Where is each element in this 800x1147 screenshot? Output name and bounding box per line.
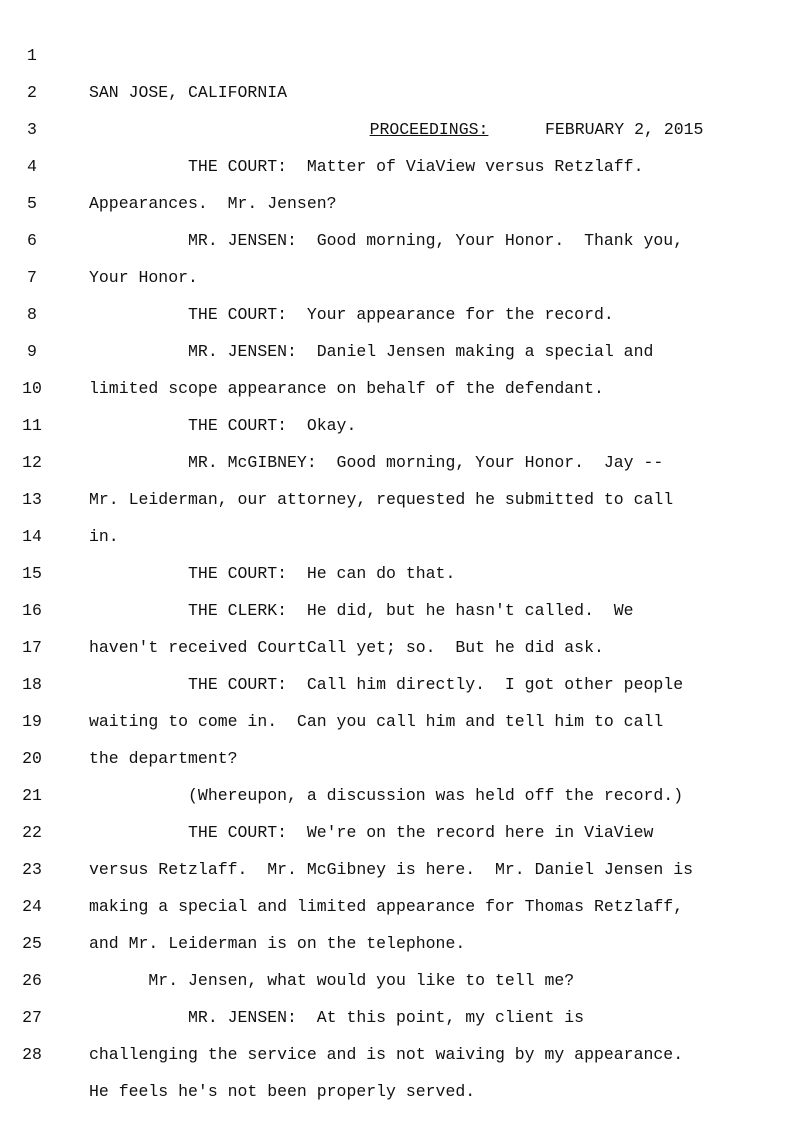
line-number: 19: [22, 712, 42, 731]
line-number: 9: [27, 342, 37, 361]
line-text: in.: [89, 527, 119, 546]
line-number: 6: [27, 231, 37, 250]
line-number: 15: [22, 564, 42, 583]
line-text: MR. JENSEN: At this point, my client is: [89, 1008, 585, 1027]
line-text: limited scope appearance on behalf of the defendant.: [89, 379, 604, 398]
line-number: 14: [22, 527, 42, 546]
line-number: 12: [22, 453, 42, 472]
line-number: 10: [22, 379, 42, 398]
line-text: THE COURT: He can do that.: [89, 564, 456, 583]
line-text: He feels he's not been properly served.: [89, 1082, 476, 1101]
line-text: Mr. Jensen, what would you like to tell me?: [89, 971, 575, 990]
line-number: 23: [22, 860, 42, 879]
line-text: MR. JENSEN: Good morning, Your Honor. Thank you,: [89, 231, 684, 250]
line-text: THE COURT: Your appearance for the record.: [89, 305, 614, 324]
line-text: MR. McGIBNEY: Good morning, Your Honor. Jay --: [89, 453, 664, 472]
line-number: 25: [22, 934, 42, 953]
line-number: 21: [22, 786, 42, 805]
line-text: THE CLERK: He did, but he hasn't called. We: [89, 601, 634, 620]
header-location: SAN JOSE, CALIFORNIA: [89, 83, 288, 102]
line-number: 18: [22, 675, 42, 694]
line-text: making a special and limited appearance for Thomas Retzlaff,: [89, 897, 684, 916]
line-text: Your Honor.: [89, 268, 198, 287]
line-number: 22: [22, 823, 42, 842]
line-text: versus Retzlaff. Mr. McGibney is here. Mr. Daniel Jensen is: [89, 860, 693, 879]
line-text: THE COURT: Okay.: [89, 416, 357, 435]
line-number: 27: [22, 1008, 42, 1027]
line-number: 13: [22, 490, 42, 509]
line-text: Mr. Leiderman, our attorney, requested he submitted to call: [89, 490, 674, 509]
line-number: 16: [22, 601, 42, 620]
line-number: 8: [27, 305, 37, 324]
line-text: the department?: [89, 749, 238, 768]
line-text: and Mr. Leiderman is on the telephone.: [89, 934, 466, 953]
line-number: 20: [22, 749, 42, 768]
proceedings-heading: PROCEEDINGS:: [369, 120, 489, 139]
line-text: challenging the service and is not waiving by my appearance.: [89, 1045, 684, 1064]
line-number: 11: [22, 416, 42, 435]
line-number: 24: [22, 897, 42, 916]
line-number: 4: [27, 157, 37, 176]
header-date: FEBRUARY 2, 2015: [545, 120, 704, 139]
line-text: MR. JENSEN: Daniel Jensen making a special and: [89, 342, 654, 361]
line-text: Appearances. Mr. Jensen?: [89, 194, 337, 213]
line-text: waiting to come in. Can you call him and tell him to call: [89, 712, 664, 731]
line-number: 7: [27, 268, 37, 287]
line-number: 17: [22, 638, 42, 657]
line-number: 5: [27, 194, 37, 213]
line-text: THE COURT: Call him directly. I got other people: [89, 675, 684, 694]
line-text: THE COURT: We're on the record here in ViaView: [89, 823, 654, 842]
line-text: haven't received CourtCall yet; so. But he did ask.: [89, 638, 604, 657]
line-number: 28: [22, 1045, 42, 1064]
line-number: 3: [27, 120, 37, 139]
line-number: 1: [27, 46, 37, 65]
line-text: (Whereupon, a discussion was held off the record.): [89, 786, 684, 805]
line-text: THE COURT: Matter of ViaView versus Retzlaff.: [89, 157, 644, 176]
line-number: 2: [27, 83, 37, 102]
line-number: 26: [22, 971, 42, 990]
